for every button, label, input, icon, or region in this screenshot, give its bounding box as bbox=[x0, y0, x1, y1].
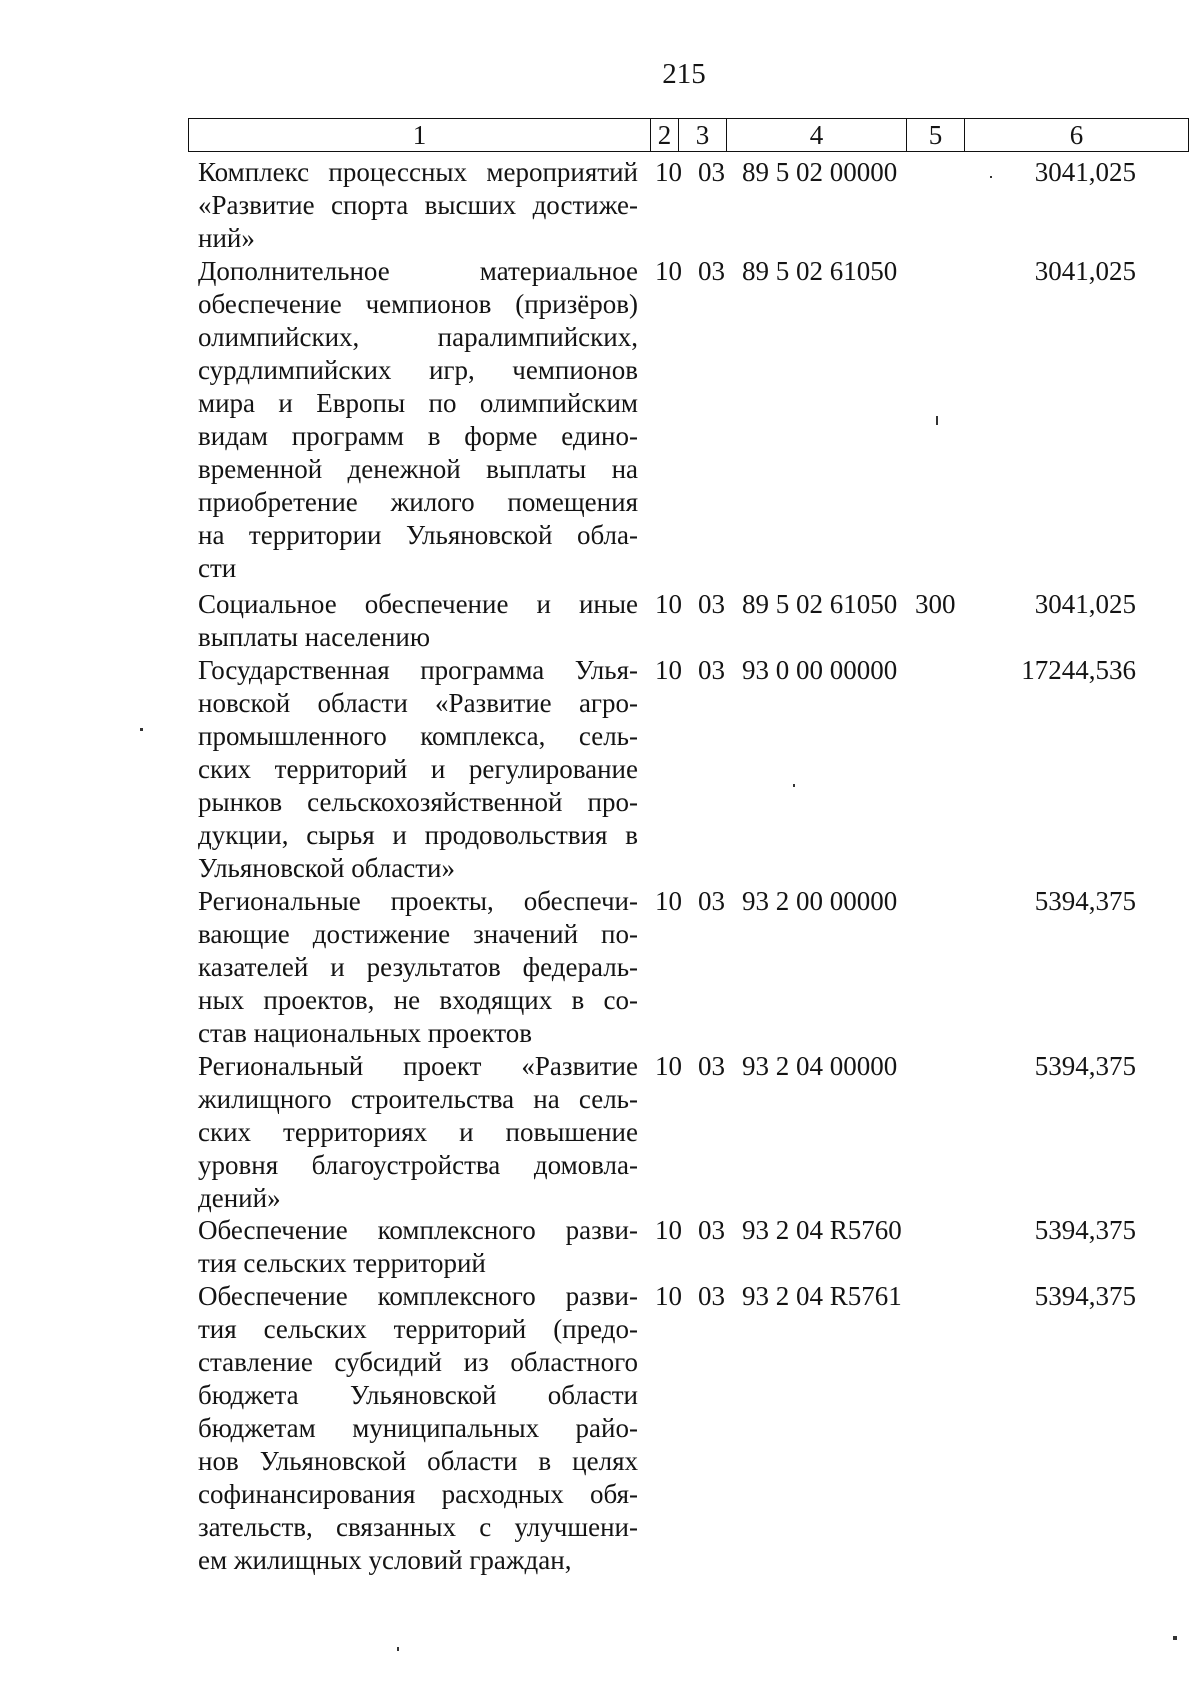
target-article-code: 93 2 04 R5761 bbox=[742, 1281, 902, 1311]
description-line: тия сельских территорий (предо- bbox=[198, 1314, 638, 1344]
scan-speck bbox=[140, 728, 143, 731]
subsection-code: 03 bbox=[698, 1281, 725, 1311]
description-line: временной денежной выплаты на bbox=[198, 454, 638, 484]
amount: 5394,375 bbox=[1034, 1281, 1136, 1311]
description-line: приобретение жилого помещения bbox=[198, 487, 638, 517]
description-line: жилищного строительства на сель- bbox=[198, 1084, 638, 1114]
header-col-5: 5 bbox=[907, 119, 965, 152]
scan-speck bbox=[793, 784, 795, 787]
row-description bbox=[198, 654, 638, 885]
row-description bbox=[198, 156, 638, 255]
section-code: 10 bbox=[655, 1281, 682, 1311]
header-col-2: 2 bbox=[651, 119, 679, 152]
description-line: бюджетам муниципальных райо- bbox=[198, 1413, 638, 1443]
table-header bbox=[188, 118, 1189, 152]
table-row bbox=[0, 1050, 1200, 1215]
description-line: видам программ в форме едино- bbox=[198, 421, 638, 451]
section-code: 10 bbox=[655, 886, 682, 916]
section-code: 10 bbox=[655, 1215, 682, 1245]
description-line: Комплекс процессных мероприятий bbox=[198, 157, 638, 187]
description-line: ем жилищных условий граждан, bbox=[198, 1545, 572, 1575]
row-description bbox=[198, 885, 638, 1050]
amount: 3041,025 bbox=[1034, 256, 1136, 286]
description-line: ставление субсидий из областного bbox=[198, 1347, 638, 1377]
subsection-code: 03 bbox=[698, 886, 725, 916]
scan-speck bbox=[936, 416, 938, 425]
table-row bbox=[0, 156, 1200, 255]
row-description bbox=[198, 1280, 638, 1577]
description-line: «Развитие спорта высших достиже- bbox=[198, 190, 638, 220]
amount: 5394,375 bbox=[1034, 1051, 1136, 1081]
description-line: нов Ульяновской области в целях bbox=[198, 1446, 638, 1476]
description-line: промышленного комплекса, сель- bbox=[198, 721, 638, 751]
subsection-code: 03 bbox=[698, 157, 725, 187]
header-col-4: 4 bbox=[727, 119, 907, 152]
description-line: вающие достижение значений по- bbox=[198, 919, 638, 949]
header-col-1: 1 bbox=[189, 119, 651, 152]
amount: 17244,536 bbox=[1021, 655, 1136, 685]
section-code: 10 bbox=[655, 256, 682, 286]
target-article-code: 89 5 02 00000 bbox=[742, 157, 898, 187]
subsection-code: 03 bbox=[698, 256, 725, 286]
table-row bbox=[0, 255, 1200, 585]
description-line: бюджета Ульяновской области bbox=[198, 1380, 638, 1410]
description-line: на территории Ульяновской обла- bbox=[198, 520, 638, 550]
subsection-code: 03 bbox=[698, 1215, 725, 1245]
target-article-code: 93 2 04 00000 bbox=[742, 1051, 898, 1081]
description-line: дукции, сырья и продовольствия в bbox=[198, 820, 638, 850]
description-line: став национальных проектов bbox=[198, 1018, 532, 1048]
description-line: Региональные проекты, обеспечи- bbox=[198, 886, 638, 916]
description-line: новской области «Развитие агро- bbox=[198, 688, 638, 718]
description-line: дений» bbox=[198, 1183, 281, 1213]
section-code: 10 bbox=[655, 1051, 682, 1081]
description-line: Обеспечение комплексного разви- bbox=[198, 1215, 638, 1245]
description-line: Обеспечение комплексного разви- bbox=[198, 1281, 638, 1311]
table-row bbox=[0, 1280, 1200, 1577]
scan-speck bbox=[397, 1647, 399, 1651]
description-line: уровня благоустройства домовла- bbox=[198, 1150, 638, 1180]
description-line: тия сельских территорий bbox=[198, 1248, 486, 1278]
row-description bbox=[198, 588, 638, 654]
description-line: Дополнительное материальное bbox=[198, 256, 638, 286]
description-line: ных проектов, не входящих в со- bbox=[198, 985, 638, 1015]
row-description bbox=[198, 255, 638, 585]
description-line: софинансирования расходных обя- bbox=[198, 1479, 638, 1509]
amount: 3041,025 bbox=[1034, 157, 1136, 187]
target-article-code: 93 0 00 00000 bbox=[742, 655, 898, 685]
table-row bbox=[0, 885, 1200, 1050]
subsection-code: 03 bbox=[698, 1051, 725, 1081]
description-line: Ульяновской области» bbox=[198, 853, 456, 883]
amount: 5394,375 bbox=[1034, 886, 1136, 916]
table-row bbox=[0, 1214, 1200, 1280]
section-code: 10 bbox=[655, 655, 682, 685]
description-line: ских территорий и регулирование bbox=[198, 754, 638, 784]
amount: 3041,025 bbox=[1034, 589, 1136, 619]
description-line: обеспечение чемпионов (призёров) bbox=[198, 289, 638, 319]
description-line: Социальное обеспечение и иные bbox=[198, 589, 638, 619]
description-line: Региональный проект «Развитие bbox=[198, 1051, 638, 1081]
expense-type-code: 300 bbox=[915, 589, 956, 619]
target-article-code: 89 5 02 61050 bbox=[742, 256, 898, 286]
header-col-3: 3 bbox=[679, 119, 727, 152]
description-line: ских территориях и повышение bbox=[198, 1117, 638, 1147]
target-article-code: 93 2 04 R5760 bbox=[742, 1215, 902, 1245]
description-line: зательств, связанных с улучшени- bbox=[198, 1512, 638, 1542]
row-description bbox=[198, 1050, 638, 1215]
description-line: олимпийских, паралимпийских, bbox=[198, 322, 638, 352]
description-line: мира и Европы по олимпийским bbox=[198, 388, 638, 418]
description-line: выплаты населению bbox=[198, 622, 431, 652]
header-col-6: 6 bbox=[965, 119, 1189, 152]
target-article-code: 89 5 02 61050 bbox=[742, 589, 898, 619]
section-code: 10 bbox=[655, 157, 682, 187]
scan-speck bbox=[990, 176, 992, 178]
amount: 5394,375 bbox=[1034, 1215, 1136, 1245]
page-number: 215 bbox=[662, 58, 706, 90]
description-line: Государственная программа Улья- bbox=[198, 655, 638, 685]
target-article-code: 93 2 00 00000 bbox=[742, 886, 898, 916]
description-line: казателей и результатов федераль- bbox=[198, 952, 638, 982]
subsection-code: 03 bbox=[698, 589, 725, 619]
scan-speck bbox=[1173, 1636, 1177, 1640]
section-code: 10 bbox=[655, 589, 682, 619]
description-line: ний» bbox=[198, 223, 255, 253]
description-line: сти bbox=[198, 553, 237, 583]
description-line: рынков сельскохозяйственной про- bbox=[198, 787, 638, 817]
subsection-code: 03 bbox=[698, 655, 725, 685]
description-line: сурдлимпийских игр, чемпионов bbox=[198, 355, 638, 385]
table-row bbox=[0, 588, 1200, 654]
row-description bbox=[198, 1214, 638, 1280]
table-row bbox=[0, 654, 1200, 885]
